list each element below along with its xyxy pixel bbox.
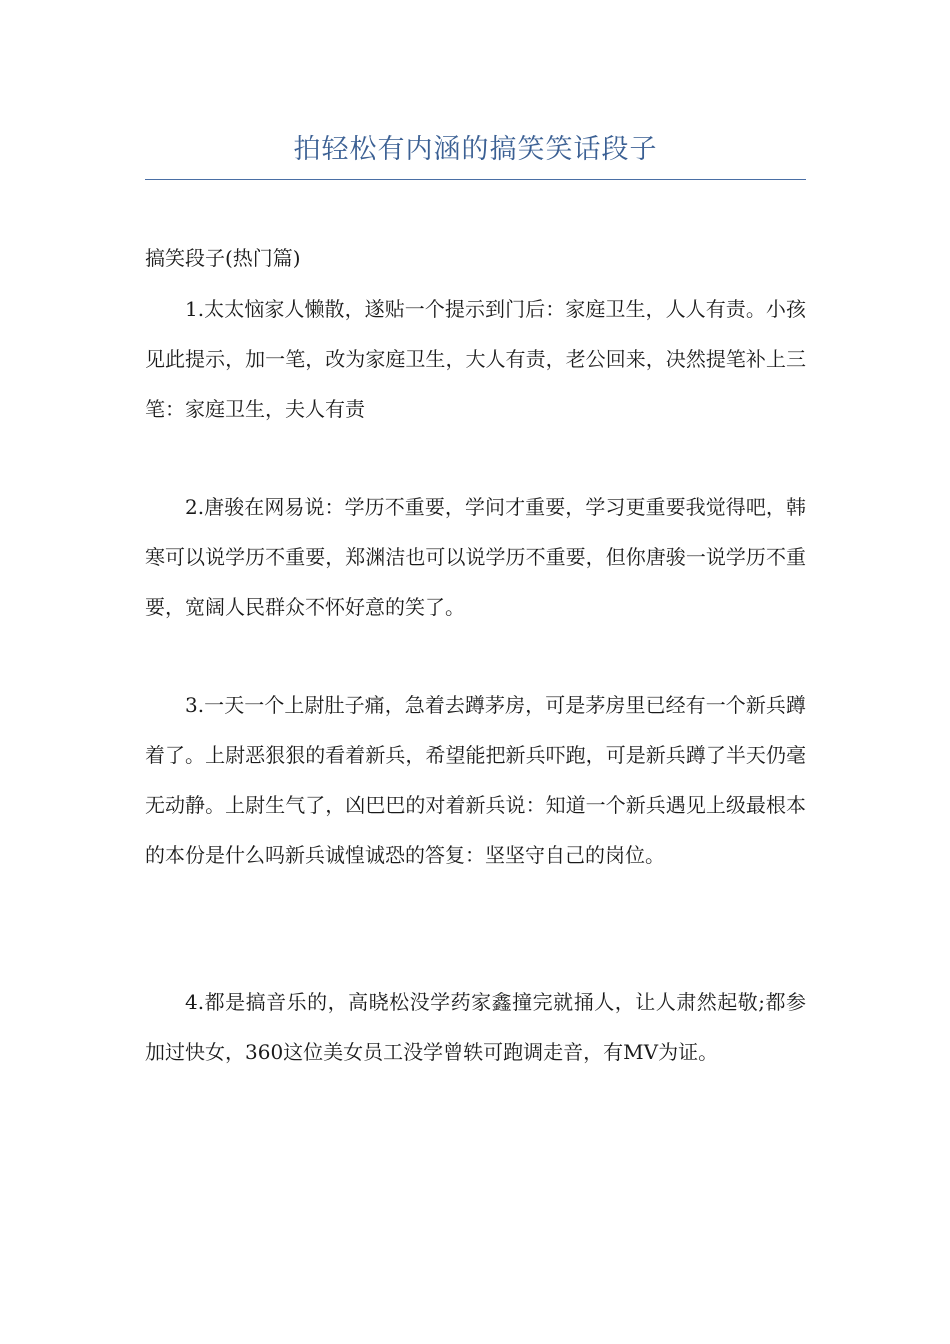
joke-paragraph-4: 4.都是搞音乐的，高晓松没学药家鑫撞完就捅人，让人肃然起敬;都参加过快女，360这位美女员工没学曾轶可跑调走音，有MV为证。 [145,990,806,1064]
title-underline [145,179,806,180]
joke-paragraph-1: 1.太太恼家人懒散，遂贴一个提示到门后：家庭卫生，人人有责。小孩见此提示，加一笔，改为家庭卫生，大人有责，老公回来，决然提笔补上三笔：家庭卫生，夫人有责 [145,297,806,421]
joke-paragraph-3: 3.一天一个上尉肚子痛，急着去蹲茅房，可是茅房里已经有一个新兵蹲着了。上尉恶狠狠的看着新兵，希望能把新兵吓跑，可是新兵蹲了半天仍毫无动静。上尉生气了，凶巴巴的对着新兵说：知道一个新兵遇见上级最根本的本份是什么吗新兵诚惶诚恐的答复：坚坚守自己的岗位。 [145,693,806,867]
section-heading: 搞笑段子(热门篇) [145,246,301,270]
document-title: 拍轻松有内涵的搞笑笑话段子 [293,134,658,165]
joke-paragraph-2: 2.唐骏在网易说：学历不重要，学问才重要，学习更重要我觉得吧，韩寒可以说学历不重要，郑渊洁也可以说学历不重要，但你唐骏一说学历不重要，宽阔人民群众不怀好意的笑了。 [145,495,806,619]
